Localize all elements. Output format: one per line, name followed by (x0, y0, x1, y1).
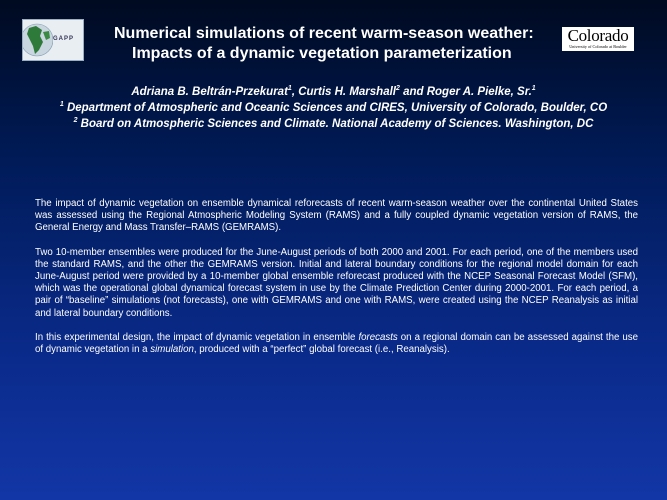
author-2-affil: 2 (395, 85, 400, 93)
abstract-p3-part-c: , produced with a “perfect” global forecast (i.e., Reanalysis). (193, 344, 450, 356)
affiliation-1 (0, 100, 667, 116)
abstract-p3-emphasis-2: simulation (150, 344, 194, 356)
gapp-logo (22, 19, 84, 61)
author-block (0, 84, 667, 132)
abstract-paragraph-1: The impact of dynamic vegetation on ensemble dynamical reforecasts of recent warm-season weather over the continental United States was assessed using the Regional Atmospheric Modeling System (RAMS) and a fully coupled dynamic vegetation version of RAMS, the General Energy and Mass Transfer–RAMS (GEMRAMS). (35, 198, 638, 234)
colorado-logo-subtext: University of Colorado at Boulder (569, 44, 627, 49)
abstract-paragraph-3 (35, 332, 638, 356)
affiliation-1-text: Department of Atmospheric and Oceanic Sciences and CIRES, University of Colorado, Boulder, CO (63, 102, 608, 114)
author-2: , Curtis H. Marshall (291, 86, 396, 98)
author-3-affil: 1 (531, 85, 536, 93)
affiliation-2-number: 2 (73, 117, 78, 125)
affiliation-1-number: 1 (59, 101, 64, 109)
affiliation-2-text: Board on Atmospheric Sciences and Climate. National Academy of Sciences. Washington, DC (77, 118, 594, 130)
abstract-p3-part-a: In this experimental design, the impact of dynamic vegetation in ensemble (35, 331, 359, 343)
author-1: Adriana B. Beltrán-Przekurat (131, 86, 288, 98)
title-line-2: Impacts of a dynamic vegetation parameterization (132, 45, 512, 62)
author-names (0, 84, 667, 100)
abstract-p3-emphasis-1: forecasts (358, 331, 398, 343)
abstract-body (35, 198, 638, 368)
author-1-affil: 1 (287, 85, 292, 93)
title-line-1: Numerical simulations of recent warm-season weather: (114, 25, 534, 42)
author-3: and Roger A. Pielke, Sr. (399, 86, 532, 98)
colorado-university-logo (562, 27, 634, 51)
poster-title (100, 24, 560, 64)
abstract-paragraph-2: Two 10-member ensembles were produced for the June-August periods of both 2000 and 2001. For each period, one of the members used the standard RAMS, and the other the GEMRAMS version. Initial and lateral boundary conditions for the regional model domain for each June-August period were provided by a 10-member global ensemble reforecast produced with the NCEP Seasonal Forecast Model (SFM), which was the operational global dynamical forecast system in use by the Climate Prediction Center during 2000-2001. For each period, a pair of “baseline” simulations (not forecasts), one with GEMRAMS and one with RAMS, were created using the NCEP Reanalysis as initial and lateral boundary conditions. (35, 246, 638, 319)
abstract-p3-part-b: on a regional domain can be assessed against the use of dynamic vegetation in a (35, 331, 638, 356)
affiliation-2 (0, 116, 667, 132)
gapp-logo-text: GAPP (53, 36, 75, 42)
colorado-logo-text: Colorado (567, 26, 629, 45)
